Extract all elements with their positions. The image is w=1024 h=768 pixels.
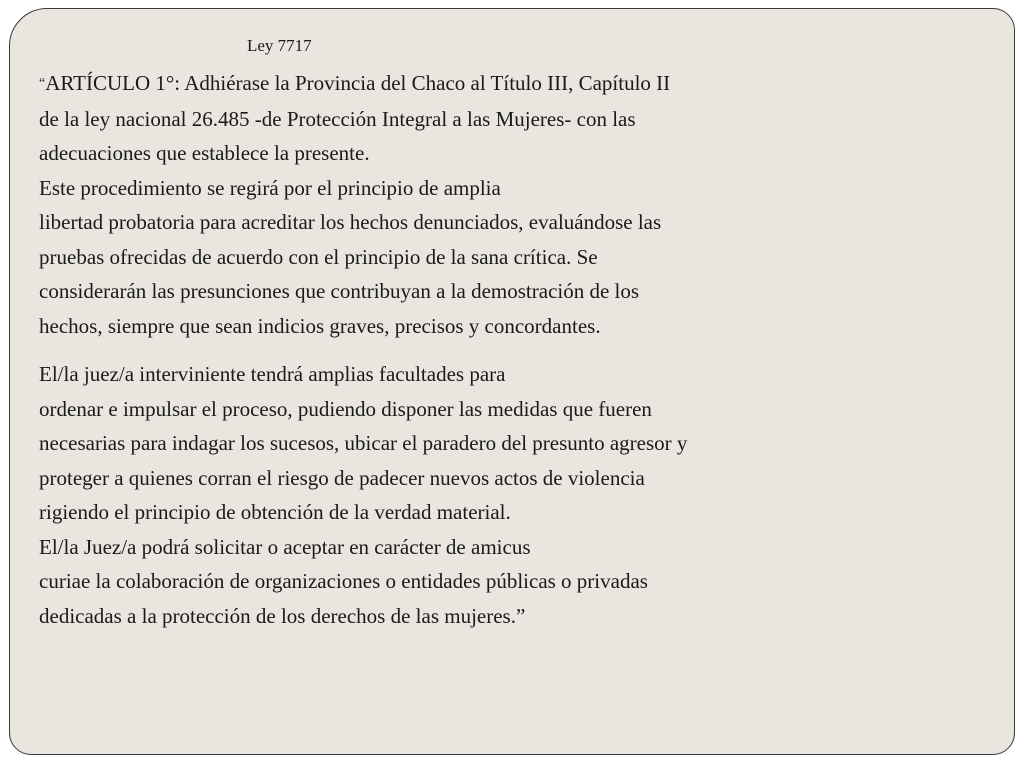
text-line: de la ley nacional 26.485 -de Protección Integral a las Mujeres- con las [39, 106, 636, 131]
text-line: ordenar e impulsar el proceso, pudiendo disponer las medidas que fueren [39, 396, 652, 421]
text-line: hechos, siempre que sean indicios graves, precisos y concordantes. [39, 313, 601, 338]
text-line: Este procedimiento se regirá por el principio de amplia [39, 175, 501, 200]
text-line: adecuaciones que establece la presente. [39, 141, 370, 165]
text-line: proteger a quienes corran el riesgo de padecer nuevos actos de violencia [39, 465, 645, 490]
text-line: considerarán las presunciones que contribuyan a la demostración de los [39, 279, 640, 303]
text-line: dedicadas a la protección de los derechos de las mujeres.” [39, 603, 526, 628]
article-text [39, 66, 899, 633]
text-line: libertad probatoria para acreditar los hechos denunciados, evaluándose las [39, 210, 662, 234]
text-line: curiae la colaboración de organizaciones o entidades públicas o privadas [39, 569, 648, 593]
text-line: necesarias para indagar los sucesos, ubicar el paradero del presunto agresor y [39, 431, 688, 455]
text-line: El/la juez/a interviniente tendrá amplias facultades para [39, 362, 506, 386]
law-title: Ley 7717 [247, 36, 312, 55]
text-line: pruebas ofrecidas de acuerdo con el principio de la sana crítica. Se [39, 244, 598, 269]
opening-quote: “ [39, 76, 46, 91]
paragraph-gap [39, 343, 899, 357]
text-line: El/la Juez/a podrá solicitar o aceptar en carácter de amicus [39, 534, 531, 559]
text-line: “ARTÍCULO 1°: Adhiérase la Provincia del Chaco al Título III, Capítulo II [39, 71, 671, 95]
text-line: rigiendo el principio de obtención de la verdad material. [39, 500, 511, 524]
